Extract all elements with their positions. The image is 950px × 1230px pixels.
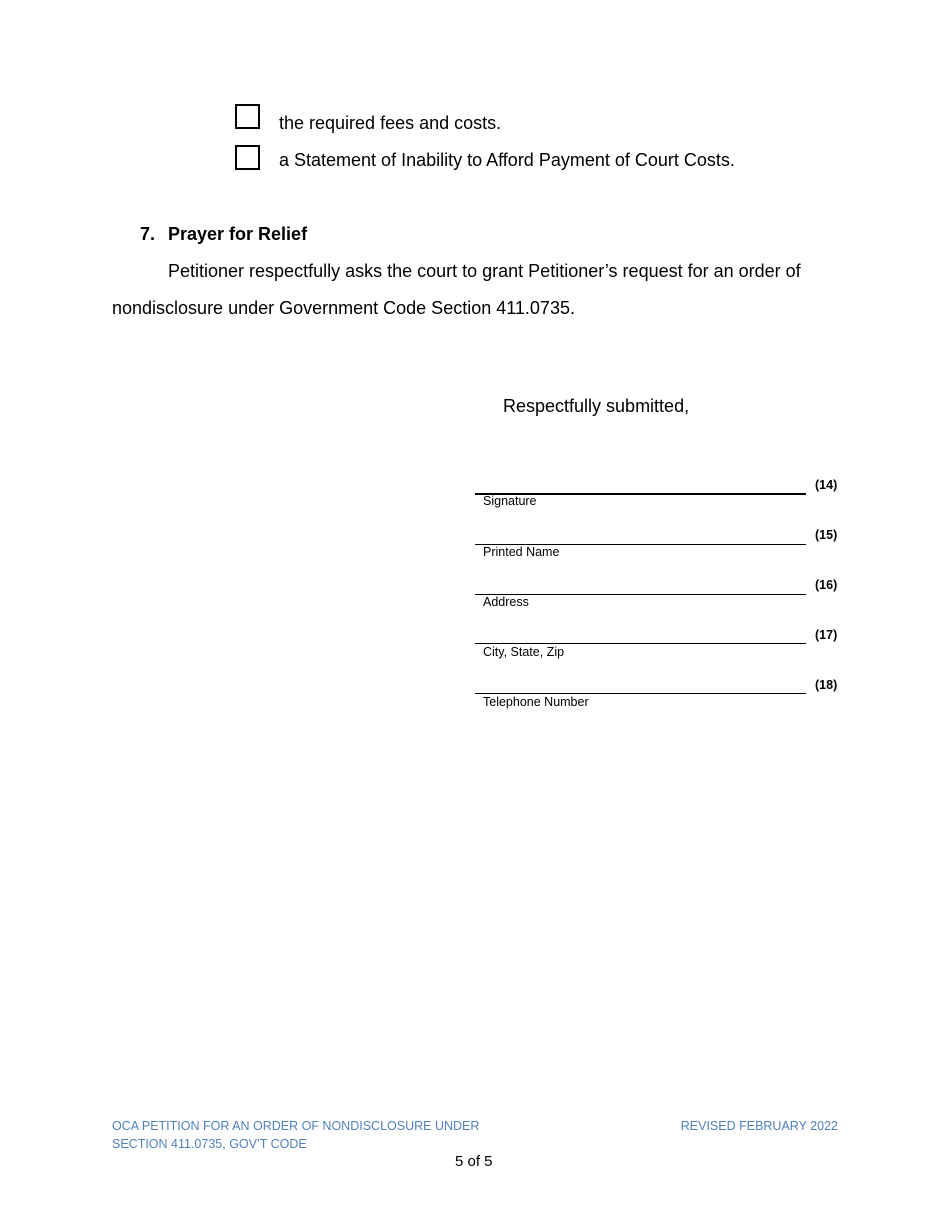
checkbox-statement-inability[interactable] — [235, 145, 260, 170]
printed-name-label: Printed Name — [483, 545, 560, 559]
field-number: (14) — [815, 478, 838, 492]
footer-title-line1: OCA PETITION FOR AN ORDER OF NONDISCLOSURE UNDER — [112, 1119, 480, 1133]
city-state-zip-line[interactable] — [475, 643, 806, 644]
telephone-line[interactable] — [475, 693, 806, 694]
section-title: Prayer for Relief — [168, 224, 308, 244]
field-number: (18) — [815, 678, 838, 692]
checkbox-required-fees[interactable] — [235, 104, 260, 129]
prayer-paragraph-line2: nondisclosure under Government Code Section 411.0735. — [112, 298, 575, 318]
field-number: (15) — [815, 528, 838, 542]
address-label: Address — [483, 595, 529, 609]
closing-text: Respectfully submitted, — [503, 396, 690, 416]
checkbox-label-required-fees: the required fees and costs. — [279, 113, 502, 133]
field-number: (16) — [815, 578, 838, 592]
signature-label: Signature — [483, 494, 537, 508]
page-number: 5 of 5 — [455, 1153, 493, 1170]
footer-revised: REVISED FEBRUARY 2022 — [680, 1119, 838, 1133]
section-number: 7. — [140, 224, 156, 244]
checkbox-label-statement-inability: a Statement of Inability to Afford Payment of Court Costs. — [279, 150, 735, 170]
footer-title-line2: SECTION 411.0735, GOV’T CODE — [112, 1137, 307, 1151]
prayer-paragraph-line1: Petitioner respectfully asks the court to grant Petitioner’s request for an order of — [168, 261, 801, 281]
city-state-zip-label: City, State, Zip — [483, 645, 565, 659]
telephone-label: Telephone Number — [483, 695, 589, 709]
field-number: (17) — [815, 628, 838, 642]
